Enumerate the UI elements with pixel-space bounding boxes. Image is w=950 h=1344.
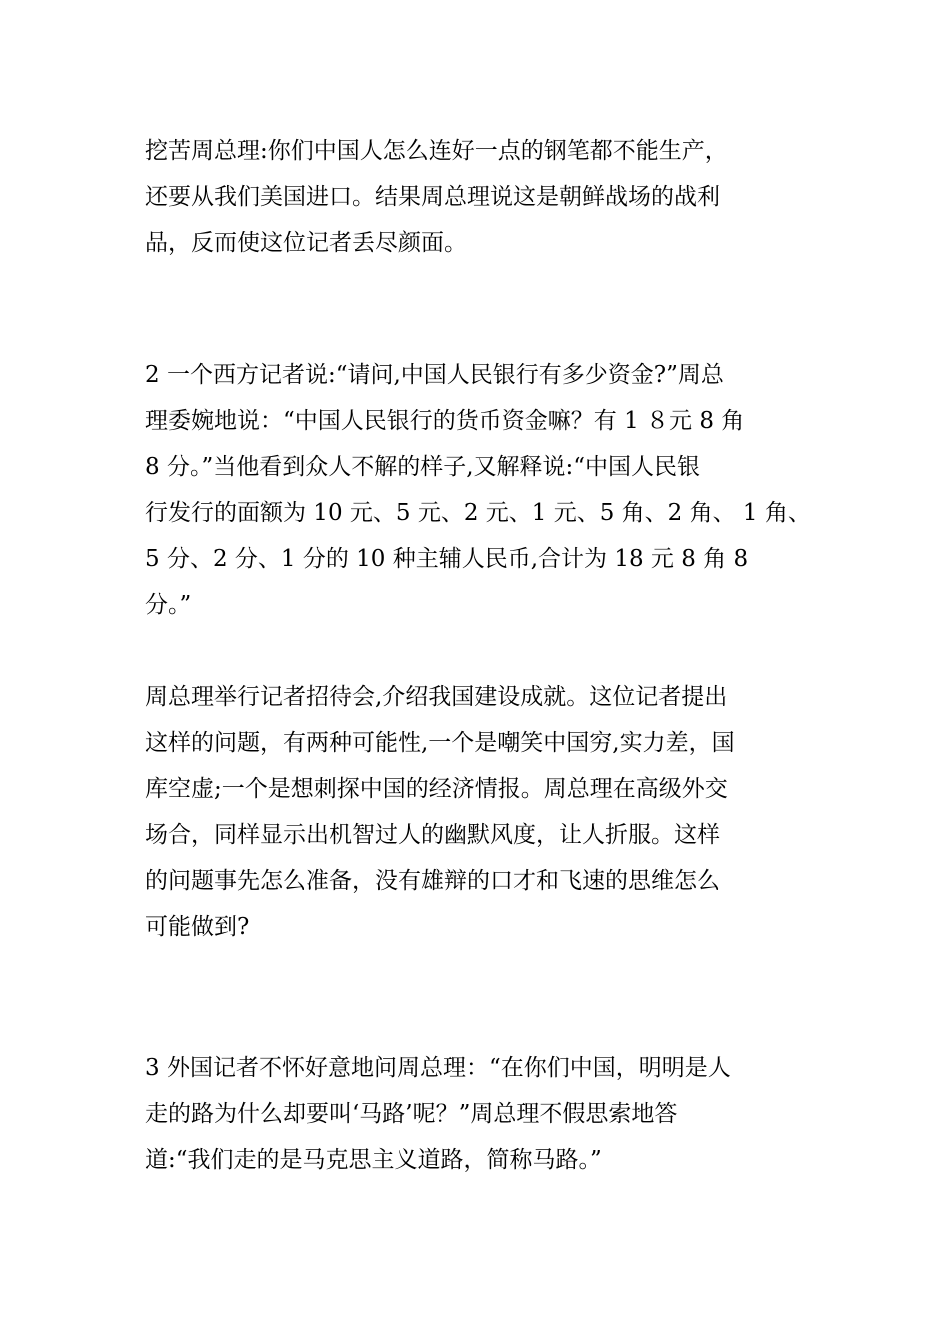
- text-line: 2 一个西方记者说:“请问,中国人民银行有多少资金?”周总: [145, 362, 724, 388]
- text-line: 分。”: [145, 592, 192, 618]
- paragraph-pen-anecdote: [145, 128, 845, 266]
- text-line: 3 外国记者不怀好意地问周总理：“在你们中国，明明是人: [145, 1055, 731, 1081]
- text-line: 5 分、2 分、1 分的 10 种主辅人民币,合计为 18 元 8 角 8: [145, 546, 749, 572]
- text-line: 挖苦周总理:你们中国人怎么连好一点的钢笔都不能生产，: [145, 138, 728, 164]
- paragraph-press-conference: [145, 674, 845, 950]
- text-line: 8 分。”当他看到众人不解的样子,又解释说:“中国人民银: [145, 454, 701, 480]
- paragraph-bank-funds: [145, 352, 845, 628]
- text-line: 还要从我们美国进口。结果周总理说这是朝鲜战场的战利: [145, 184, 720, 210]
- text-line: 理委婉地说：“中国人民银行的货币资金嘛？有 1 ８元 8 角: [145, 408, 745, 434]
- text-line: 周总理举行记者招待会,介绍我国建设成就。这位记者提出: [145, 684, 728, 710]
- paragraph-road-anecdote: [145, 1045, 845, 1183]
- text-line: 道:“我们走的是马克思主义道路，简称马路。”: [145, 1147, 602, 1173]
- text-line: 行发行的面额为 10 元、5 元、2 元、1 元、5 角、2 角、 1 角、: [145, 500, 811, 526]
- text-line: 库空虚;一个是想刺探中国的经济情报。周总理在高级外交: [145, 776, 728, 802]
- text-line: 品，反而使这位记者丢尽颜面。: [145, 230, 467, 256]
- text-line: 这样的问题，有两种可能性,一个是嘲笑中国穷,实力差，国: [145, 730, 735, 756]
- text-line: 场合，同样显示出机智过人的幽默风度，让人折服。这样: [145, 822, 720, 848]
- text-line: 可能做到?: [145, 914, 250, 940]
- text-line: 的问题事先怎么准备，没有雄辩的口才和飞速的思维怎么: [145, 868, 720, 894]
- text-line: 走的路为什么却要叫‘马路’呢？”周总理不假思索地答: [145, 1101, 678, 1127]
